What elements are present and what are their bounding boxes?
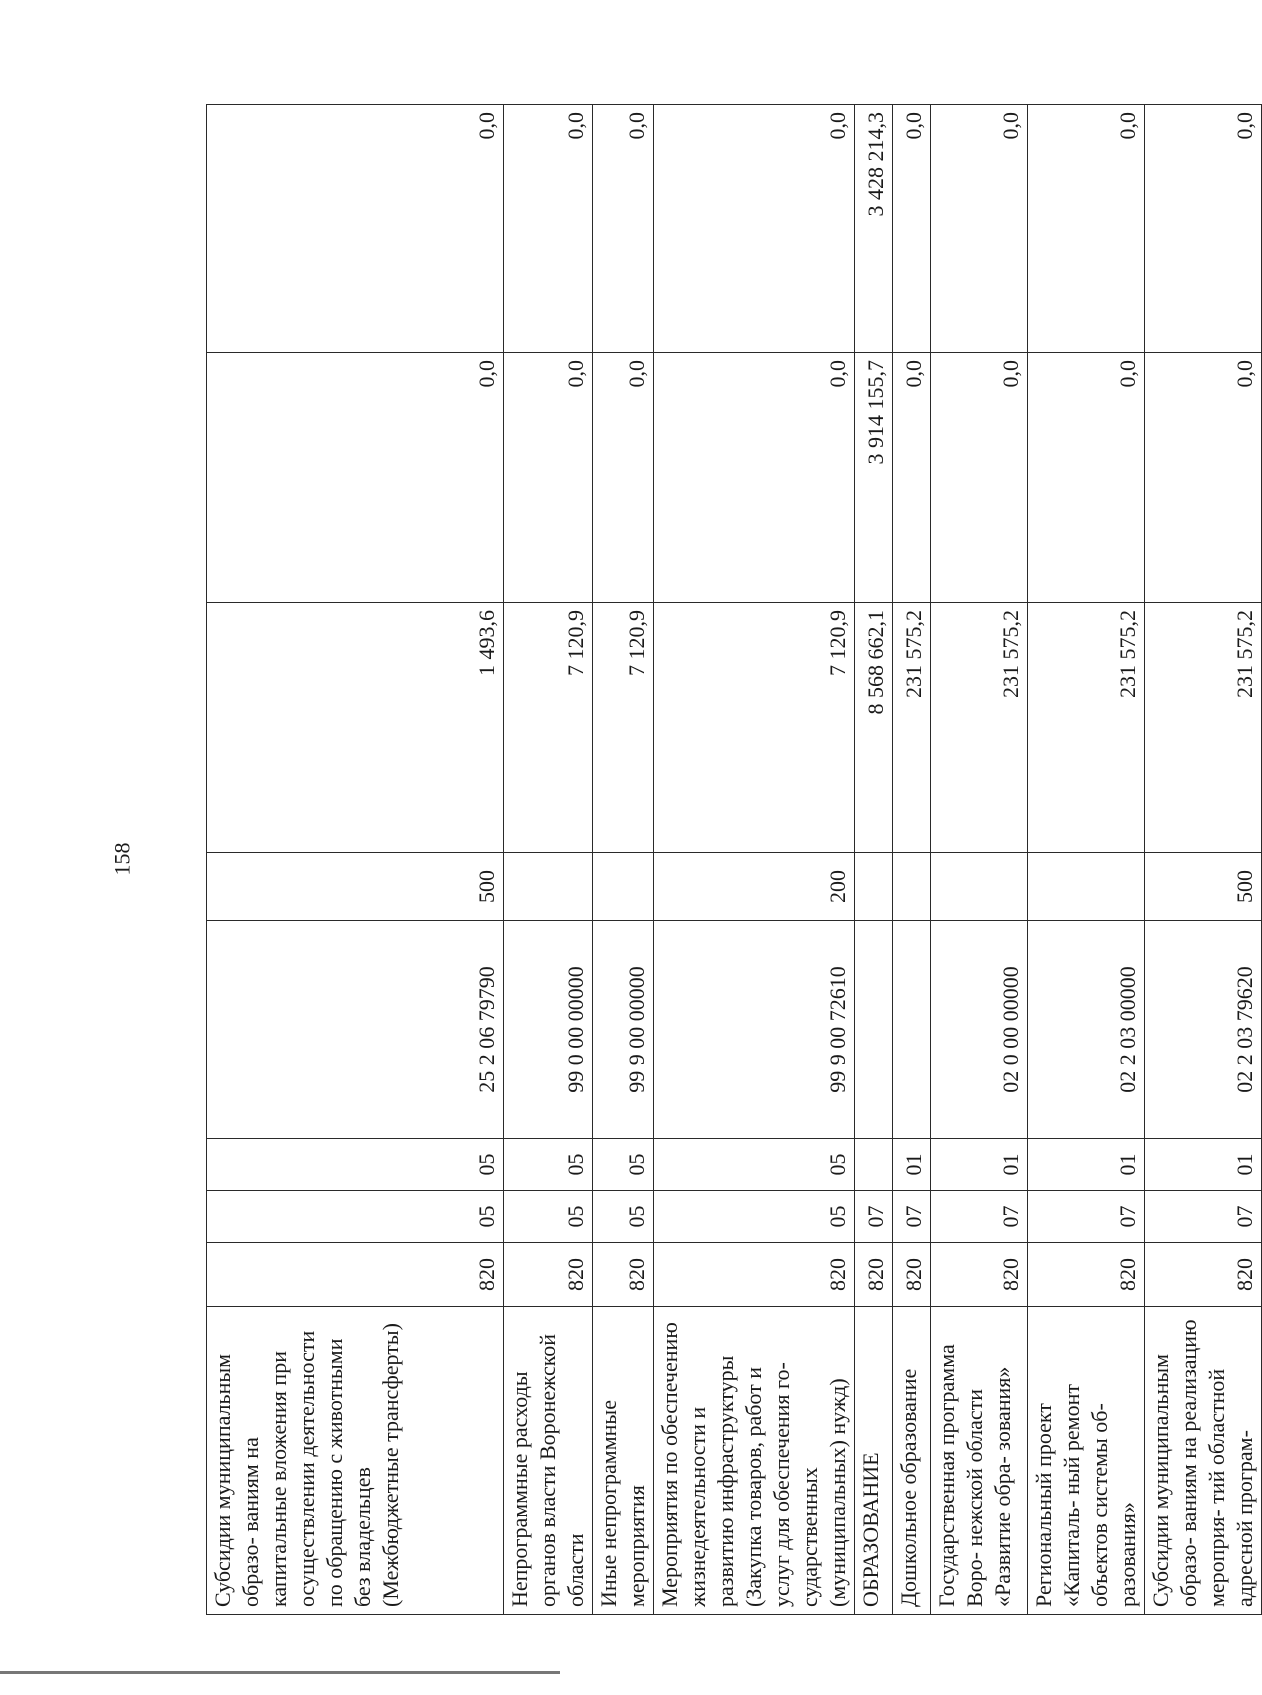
cell-csr: 02 2 03 79620 (1145, 921, 1262, 1139)
cell-ved: 820 (654, 1243, 855, 1307)
cell-sum-1: 7 120,9 (504, 603, 593, 853)
table-row (654, 105, 855, 1615)
cell-sum-2: 3 914 155,7 (855, 353, 893, 603)
cell-vr: 200 (654, 853, 855, 921)
cell-pr: 01 (1145, 1139, 1262, 1191)
row-name: Государственная программа Воро- нежской области «Развитие обра- зования» (931, 1307, 1028, 1615)
table-row (1145, 105, 1262, 1615)
cell-sum-1: 231 575,2 (1145, 603, 1262, 853)
cell-vr (855, 853, 893, 921)
cell-sum-3: 0,0 (593, 105, 654, 353)
cell-pr: 01 (931, 1139, 1028, 1191)
cell-sum-1: 8 568 662,1 (855, 603, 893, 853)
cell-ved: 820 (931, 1243, 1028, 1307)
cell-pr (855, 1139, 893, 1191)
row-name: Мероприятия по обеспечению жизнедеятельности и развитию инфраструктуры (Закупка товаров, работ и услуг для обеспечения го- сударственных (муниципальных) нужд) (654, 1307, 855, 1615)
cell-vr (504, 853, 593, 921)
cell-csr (893, 921, 931, 1139)
cell-vr (931, 853, 1028, 921)
cell-sum-1: 231 575,2 (931, 603, 1028, 853)
table-row (1028, 105, 1145, 1615)
cell-rz: 07 (893, 1191, 931, 1243)
scan-edge-line (0, 1671, 560, 1674)
cell-sum-1: 7 120,9 (593, 603, 654, 853)
cell-pr: 05 (654, 1139, 855, 1191)
table-row (893, 105, 931, 1615)
row-name: Региональный проект «Капиталь- ный ремонт объектов системы об- разования» (1028, 1307, 1145, 1615)
cell-sum-1: 231 575,2 (893, 603, 931, 853)
budget-table (206, 104, 1262, 1615)
cell-vr (893, 853, 931, 921)
cell-rz: 05 (593, 1191, 654, 1243)
cell-ved: 820 (207, 1243, 504, 1307)
cell-rz: 05 (207, 1191, 504, 1243)
cell-sum-1: 1 493,6 (207, 603, 504, 853)
cell-ved: 820 (593, 1243, 654, 1307)
cell-sum-2: 0,0 (504, 353, 593, 603)
row-name: Иные непрограммные мероприятия (593, 1307, 654, 1615)
cell-sum-2: 0,0 (207, 353, 504, 603)
cell-ved: 820 (855, 1243, 893, 1307)
cell-sum-2: 0,0 (1145, 353, 1262, 603)
cell-sum-3: 3 428 214,3 (855, 105, 893, 353)
cell-sum-2: 0,0 (1028, 353, 1145, 603)
cell-ved: 820 (1145, 1243, 1262, 1307)
cell-csr: 02 2 03 00000 (1028, 921, 1145, 1139)
cell-sum-3: 0,0 (1028, 105, 1145, 353)
cell-sum-2: 0,0 (654, 353, 855, 603)
cell-rz: 05 (504, 1191, 593, 1243)
cell-sum-3: 0,0 (893, 105, 931, 353)
cell-sum-2: 0,0 (593, 353, 654, 603)
cell-pr: 05 (207, 1139, 504, 1191)
row-name: Субсидии муниципальным образо- ваниям на реализацию мероприя- тий областной адресной програм- (1145, 1307, 1262, 1615)
cell-sum-3: 0,0 (207, 105, 504, 353)
cell-vr (1028, 853, 1145, 921)
table-row (931, 105, 1028, 1615)
cell-sum-3: 0,0 (1145, 105, 1262, 353)
cell-ved: 820 (1028, 1243, 1145, 1307)
row-name: Непрограммные расходы органов власти Воронежской области (504, 1307, 593, 1615)
cell-rz: 07 (931, 1191, 1028, 1243)
cell-sum-3: 0,0 (654, 105, 855, 353)
cell-pr: 01 (893, 1139, 931, 1191)
table-row (207, 105, 504, 1615)
cell-sum-2: 0,0 (931, 353, 1028, 603)
cell-vr: 500 (1145, 853, 1262, 921)
table-body (207, 105, 1262, 1615)
cell-rz: 07 (1145, 1191, 1262, 1243)
cell-rz: 07 (855, 1191, 893, 1243)
table-row (855, 105, 893, 1615)
cell-rz: 07 (1028, 1191, 1145, 1243)
row-name: ОБРАЗОВАНИЕ (855, 1307, 893, 1615)
cell-pr: 01 (1028, 1139, 1145, 1191)
cell-sum-1: 231 575,2 (1028, 603, 1145, 853)
page-number: 158 (109, 842, 135, 876)
cell-sum-1: 7 120,9 (654, 603, 855, 853)
cell-pr: 05 (504, 1139, 593, 1191)
cell-csr: 02 0 00 00000 (931, 921, 1028, 1139)
cell-vr: 500 (207, 853, 504, 921)
cell-csr: 25 2 06 79790 (207, 921, 504, 1139)
budget-table-rotated (206, 105, 1257, 1615)
cell-pr: 05 (593, 1139, 654, 1191)
cell-sum-3: 0,0 (931, 105, 1028, 353)
cell-ved: 820 (504, 1243, 593, 1307)
table-row (593, 105, 654, 1615)
row-name: Дошкольное образование (893, 1307, 931, 1615)
cell-csr: 99 0 00 00000 (504, 921, 593, 1139)
cell-csr (855, 921, 893, 1139)
row-name: Субсидии муниципальным образо- ваниям на капитальные вложения при осуществлении деятельности по обращению с животными без владельцев (Межбюджетные трансферты) (207, 1307, 504, 1615)
cell-sum-2: 0,0 (893, 353, 931, 603)
cell-rz: 05 (654, 1191, 855, 1243)
cell-vr (593, 853, 654, 921)
cell-csr: 99 9 00 00000 (593, 921, 654, 1139)
table-row (504, 105, 593, 1615)
cell-csr: 99 9 00 72610 (654, 921, 855, 1139)
cell-ved: 820 (893, 1243, 931, 1307)
cell-sum-3: 0,0 (504, 105, 593, 353)
